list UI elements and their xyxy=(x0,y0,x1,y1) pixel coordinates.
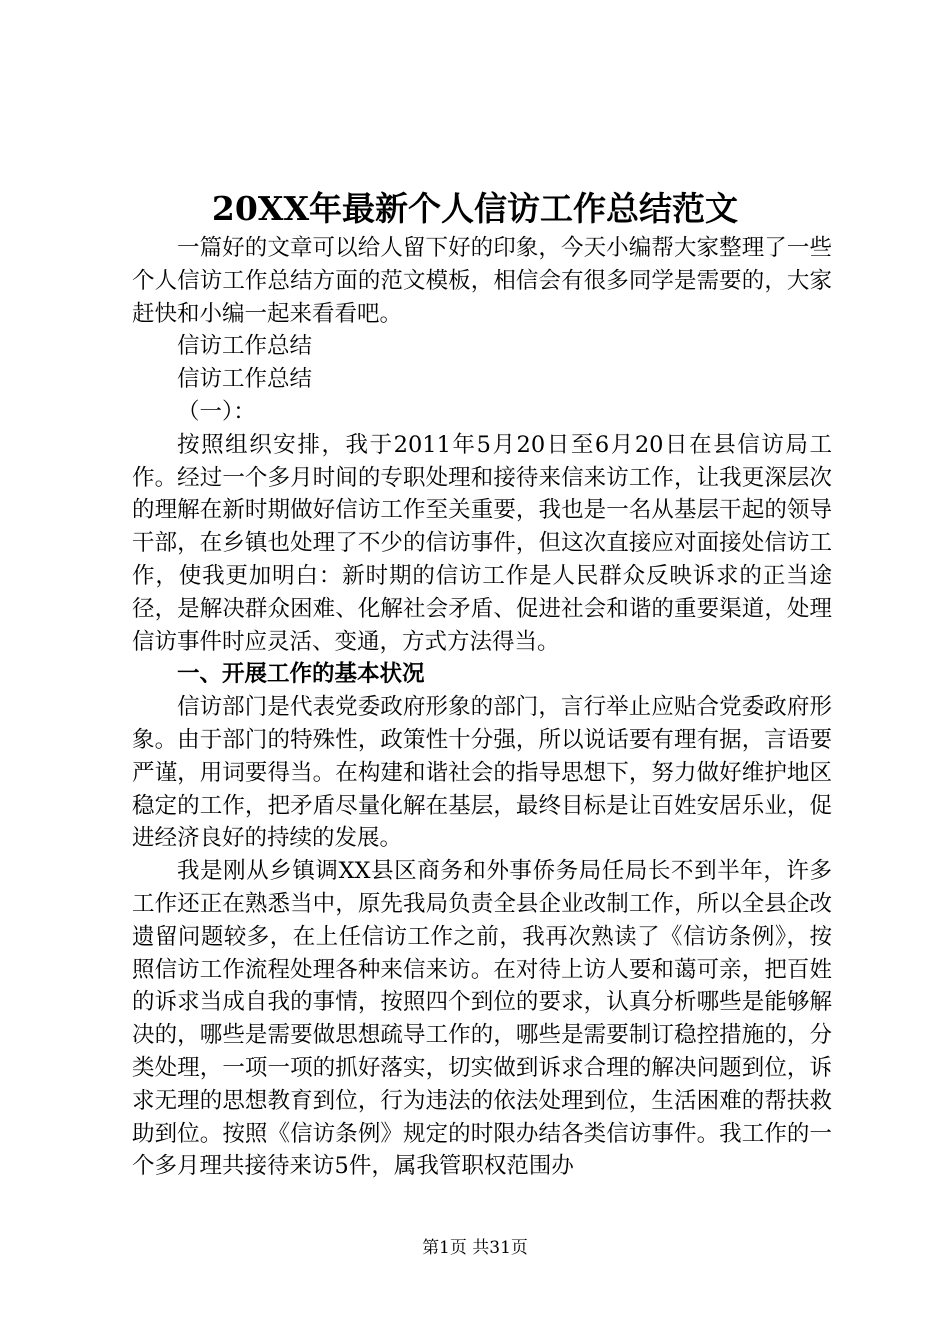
section-label: 信访工作总结 xyxy=(177,366,313,393)
body-paragraph: 按照组织安排，我于2011年5月20日至6月20日在县信访局工作。经过一个多月时间的专职处理和接待来信来访工作，让我更深层次的理解在新时期做好信访工作至关重要，我也是一名从基层干起的领导干部，在乡镇也处理了不少的信访事件，但这次直接应对面接处信访工作，使我更加明白：新时期的信访工作是人民群众反映诉求的正当途径，是解决群众困难、化解社会矛盾、促进社会和谐的重要渠道，处理信访事件时应灵活、变通，方式方法得当。 xyxy=(132,431,832,655)
body-paragraph: 我是刚从乡镇调XX县区商务和外事侨务局任局长不到半年，许多工作还正在熟悉当中，原先我局负责全县企业改制工作，所以全县企改遗留问题较多，在上任信访工作之前，我再次熟读了《信访条例》，按照信访工作流程处理各种来信来访。在对待上访人要和蔼可亲，把百姓的诉求当成自我的事情，按照四个到位的要求，认真分析哪些是能够解决的，哪些是需要做思想疏导工作的，哪些是需要制订稳控措施的，分类处理，一项一项的抓好落实，切实做到诉求合理的解决问题到位，诉求无理的思想教育到位，行为违法的依法处理到位，生活困难的帮扶救助到位。按照《信访条例》规定的时限办结各类信访事件。我工作的一个多月理共接待来访5件，属我管职权范围办 xyxy=(132,858,832,1180)
document-title: 20XX年最新个人信访工作总结范文 xyxy=(211,189,739,228)
section-heading: 一、开展工作的基本状况 xyxy=(177,661,425,688)
page-footer: 第1页 共31页 xyxy=(422,1238,528,1258)
document-body xyxy=(132,232,832,1183)
section-number: （一）： xyxy=(177,398,256,425)
section-label: 信访工作总结 xyxy=(177,333,313,360)
intro-paragraph: 一篇好的文章可以给人留下好的印象，今天小编帮大家整理了一些个人信访工作总结方面的范文模板，相信会有很多同学是需要的，大家赶快和小编一起来看看吧。 xyxy=(132,235,832,327)
body-paragraph: 信访部门是代表党委政府形象的部门，言行举止应贴合党委政府形象。由于部门的特殊性，政策性十分强，所以说话要有理有据，言语要严谨，用词要得当。在构建和谐社会的指导思想下，努力做好维护地区稳定的工作，把矛盾尽量化解在基层，最终目标是让百姓安居乐业，促进经济良好的持续的发展。 xyxy=(132,694,832,852)
